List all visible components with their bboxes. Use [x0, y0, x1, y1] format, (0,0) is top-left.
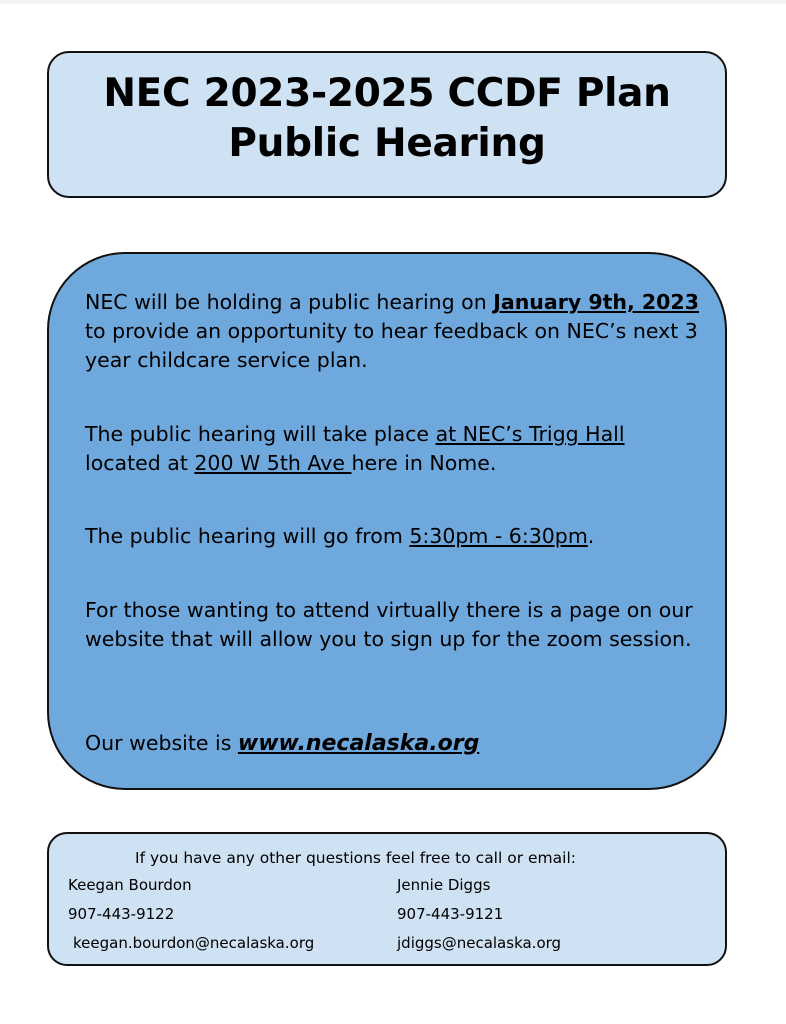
contact-intro: If you have any other questions feel free to call or email:	[135, 849, 576, 867]
p2-tail: here in Nome.	[351, 451, 497, 475]
hearing-date: January 9th, 2023	[493, 290, 699, 314]
p3-lead: The public hearing will go from	[85, 524, 410, 548]
top-edge-bar	[0, 0, 786, 4]
hearing-time-paragraph	[85, 522, 705, 551]
contact-phone[interactable]: 907-443-9122	[68, 905, 175, 923]
website-link[interactable]: www.necalaska.org	[237, 731, 480, 756]
virtual-attendance-paragraph: For those wanting to attend virtually there is a page on our website that will allow you to sign up for the zoom session.	[85, 598, 693, 651]
contact-name: Jennie Diggs	[397, 876, 491, 894]
contact-box	[47, 832, 727, 966]
contact-phone[interactable]: 907-443-9121	[397, 905, 504, 923]
p2-lead: The public hearing will take place	[85, 422, 436, 446]
p5-lead: Our website is	[85, 731, 238, 755]
p3-tail: .	[587, 524, 595, 548]
p1-lead: NEC will be holding a public hearing on	[85, 290, 494, 314]
hearing-date-paragraph	[85, 288, 705, 375]
hearing-address: 200 W 5th Ave	[194, 451, 352, 475]
details-box	[47, 252, 727, 790]
title-line-1: NEC 2023-2025 CCDF Plan	[103, 71, 671, 116]
hearing-place: at NEC’s Trigg Hall	[435, 422, 625, 446]
p1-tail: to provide an opportunity to hear feedback on NEC’s next 3 year childcare service plan.	[85, 319, 698, 372]
contact-email[interactable]: jdiggs@necalaska.org	[397, 934, 562, 952]
contact-email[interactable]: keegan.bourdon@necalaska.org	[73, 934, 315, 952]
website-paragraph	[85, 729, 705, 758]
p2-mid: located at	[85, 451, 195, 475]
title-box	[47, 51, 727, 198]
title-line-2: Public Hearing	[228, 121, 546, 166]
contact-name: Keegan Bourdon	[68, 876, 192, 894]
hearing-location-paragraph	[85, 420, 705, 478]
hearing-time: 5:30pm - 6:30pm	[409, 524, 588, 548]
